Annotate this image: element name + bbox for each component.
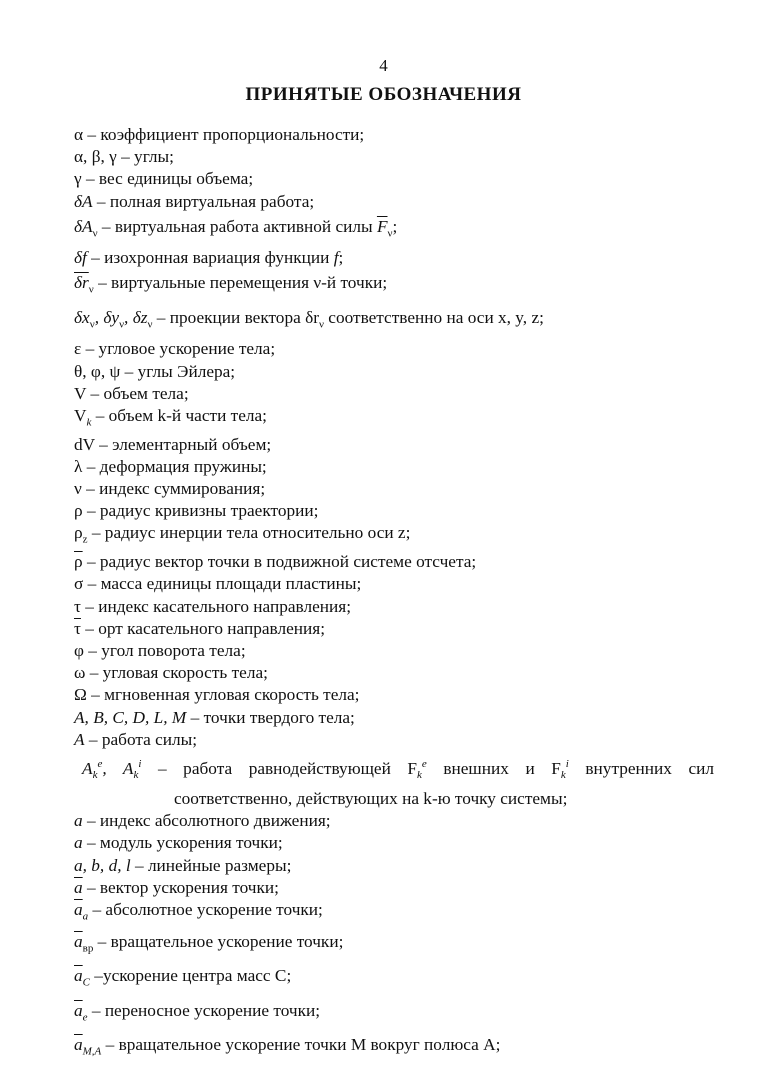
notation-symbol: $\overline{a}$ <box>74 877 83 897</box>
notation-list <box>74 124 714 1065</box>
notation-description: – масса единицы площади пластины; <box>83 574 362 594</box>
notation-item <box>74 729 714 751</box>
notation-description: – индекс касательного направления; <box>80 596 352 616</box>
notation-symbol: a <box>74 833 83 853</box>
notation-symbol: δA <box>74 216 93 236</box>
notation-item <box>74 596 714 618</box>
notation-symbol: θ, φ, ψ <box>74 361 121 381</box>
notation-item <box>74 191 714 213</box>
notation-description: – вес единицы объема; <box>81 169 254 189</box>
notation-item <box>74 751 714 810</box>
notation-symbol: γ <box>74 169 82 189</box>
notation-item <box>74 618 714 640</box>
notation-symbol: δA <box>74 191 93 211</box>
notation-description: – индекс суммирования; <box>81 479 266 499</box>
notation-subscript: k <box>86 416 92 429</box>
notation-description: – работа равнодействующей F <box>141 758 418 778</box>
notation-subscript: ν <box>88 283 94 296</box>
notation-symbol: λ <box>74 456 83 476</box>
notation-description: – угловое ускорение тела; <box>81 339 276 359</box>
notation-item <box>74 124 714 146</box>
notation-description: – объем тела; <box>86 383 189 403</box>
notation-symbol: ε <box>74 339 82 359</box>
notation-subscript: k <box>133 769 139 782</box>
notation-description: – полная виртуальная работа; <box>92 191 315 211</box>
notation-item <box>74 247 714 269</box>
notation-symbol: A <box>74 729 85 749</box>
notation-description-end: соответственно на оси x, y, z; <box>323 307 544 327</box>
notation-subscript: M,A <box>82 1045 102 1058</box>
notation-description: – изохронная вариация функции <box>86 248 334 268</box>
notation-description: – вращательное ускорение точки; <box>93 931 344 951</box>
notation-description: – угол поворота тела; <box>83 640 246 660</box>
notation-symbol: A, B, C, D, L, M <box>74 707 187 727</box>
notation-description: – виртуальная работа активной силы <box>97 216 377 236</box>
notation-symbol: $\overline{a}$ <box>74 1034 83 1054</box>
notation-symbol: δf <box>74 248 87 268</box>
notation-item <box>74 456 714 478</box>
notation-symbol: , δz <box>124 307 148 327</box>
notation-description: – элементарный объем; <box>94 434 272 454</box>
notation-subscript: ν <box>92 227 98 240</box>
notation-item <box>74 962 714 996</box>
notation-description: – орт касательного направления; <box>80 618 326 638</box>
notation-symbol: $\overline{a}$ <box>74 966 83 986</box>
notation-item <box>74 213 714 247</box>
notation-symbol: φ <box>74 640 84 660</box>
notation-inline-symbol: f <box>333 248 339 268</box>
notation-description: – индекс абсолютного движения; <box>82 811 331 831</box>
notation-description-end: ; <box>392 216 398 236</box>
notation-description-middle: внешних и F <box>426 758 561 778</box>
notation-symbol: $\overline{\rho}$ <box>74 552 83 572</box>
notation-subscript: a <box>82 910 89 923</box>
notation-item <box>74 478 714 500</box>
notation-symbol: $\overline{\tau}$ <box>74 618 81 638</box>
notation-symbol: $\overline{a}$ <box>74 1000 83 1020</box>
notation-subscript: ν <box>147 318 153 331</box>
page-number: 4 <box>379 56 388 75</box>
notation-symbol: ρ <box>74 523 83 543</box>
notation-symbol: τ <box>74 596 81 616</box>
notation-symbol: α <box>74 125 84 144</box>
notation-symbol: dV <box>74 434 95 454</box>
notation-subscript: e <box>82 1010 88 1023</box>
notation-description: – вектор ускорения точки; <box>82 877 279 897</box>
notation-symbol: , δy <box>94 307 120 327</box>
notation-subscript: k <box>92 769 98 782</box>
notation-subscript: вр <box>82 942 94 955</box>
notation-item <box>74 928 714 962</box>
notation-description: – абсолютное ускорение точки; <box>88 899 323 919</box>
notation-description: – радиус кривизны траектории; <box>82 501 319 521</box>
notation-symbol: A <box>82 758 93 778</box>
notation-item <box>74 707 714 729</box>
notation-symbol: $\overline{\delta r}$ <box>74 273 89 293</box>
notation-description: – виртуальные перемещения ν-й точки; <box>93 273 388 293</box>
notation-item <box>74 551 714 573</box>
notation-description: – точки твердого тела; <box>186 707 355 727</box>
notation-item <box>74 1031 714 1065</box>
notation-symbol: V <box>74 405 87 425</box>
notation-subscript: C <box>82 976 90 989</box>
notation-item <box>74 810 714 832</box>
notation-symbol: ω <box>74 663 86 683</box>
notation-description: – радиус инерции тела относительно оси z; <box>87 523 411 543</box>
notation-superscript: i <box>565 757 569 770</box>
notation-symbol: a, b, d, l <box>74 855 131 875</box>
notation-symbol: σ <box>74 574 84 594</box>
notation-item <box>74 573 714 595</box>
notation-subscript: k <box>417 769 422 782</box>
notation-description: – углы; <box>116 147 174 167</box>
notation-subscript: ν <box>387 227 393 240</box>
notation-symbol: δx <box>74 307 90 327</box>
notation-item <box>74 855 714 877</box>
notation-item <box>74 383 714 405</box>
notation-item <box>74 500 714 522</box>
notation-description: – угловая скорость тела; <box>85 663 268 683</box>
notation-item <box>74 997 714 1031</box>
notation-symbol: α, β, γ <box>74 147 117 167</box>
notation-subscript: ν <box>119 318 125 331</box>
notation-item <box>74 304 714 338</box>
notation-item <box>74 434 714 456</box>
notation-superscript: i <box>138 757 142 770</box>
notation-subscript: ν <box>318 318 324 331</box>
notation-item <box>74 662 714 684</box>
notation-description: – линейные размеры; <box>130 855 292 875</box>
notation-description: – работа силы; <box>84 729 198 749</box>
notation-subscript: z <box>82 533 88 546</box>
notation-item <box>74 640 714 662</box>
notation-item <box>74 405 714 434</box>
notation-description: – коэффициент пропорциональности; <box>83 125 365 144</box>
notation-item <box>74 361 714 383</box>
notation-description: –ускорение центра масс C; <box>89 966 292 986</box>
notation-description: – деформация пружины; <box>82 456 267 476</box>
notation-description: – переносное ускорение точки; <box>87 1000 321 1020</box>
notation-description: – вращательное ускорение точки M вокруг полюса A; <box>101 1034 501 1054</box>
notation-description-end: внутренних сил <box>568 758 714 778</box>
notation-symbol: V <box>74 383 87 403</box>
notation-vector-symbol: $\overline{F}$ <box>376 216 388 236</box>
notation-description: – объем k-й части тела; <box>91 405 267 425</box>
notation-symbol: a <box>74 811 83 831</box>
notation-symbol: $\overline{a}$ <box>74 899 83 919</box>
notation-superscript: e <box>97 757 103 770</box>
notation-superscript: e <box>421 757 427 770</box>
notation-symbol: ρ <box>74 501 83 521</box>
notation-description-end: ; <box>338 248 344 268</box>
notation-symbol: ν <box>74 479 82 499</box>
notation-item <box>74 877 714 899</box>
notation-symbol: , A <box>102 758 134 778</box>
notation-continuation: соответственно, действующих на k-ю точку системы; <box>174 789 568 809</box>
notation-item <box>74 146 714 168</box>
page-title: ПРИНЯТЫЕ ОБОЗНАЧЕНИЯ <box>245 84 522 105</box>
notation-description: – проекции вектора δr <box>152 307 319 327</box>
notation-item <box>74 832 714 854</box>
notation-item <box>74 269 714 303</box>
notation-description: – мгновенная угловая скорость тела; <box>86 685 360 705</box>
notation-description: – углы Эйлера; <box>120 361 236 381</box>
notation-symbol: $\overline{a}$ <box>74 931 83 951</box>
notation-subscript: k <box>560 769 566 782</box>
notation-symbol: Ω <box>74 685 87 705</box>
notation-item <box>74 522 714 551</box>
notation-description: – модуль ускорения точки; <box>82 833 283 853</box>
notation-subscript: ν <box>89 318 95 331</box>
notation-item <box>74 899 714 928</box>
notation-item <box>74 684 714 706</box>
notation-item <box>74 338 714 360</box>
notation-description: – радиус вектор точки в подвижной системе отсчета; <box>82 552 477 572</box>
notation-item <box>74 168 714 190</box>
